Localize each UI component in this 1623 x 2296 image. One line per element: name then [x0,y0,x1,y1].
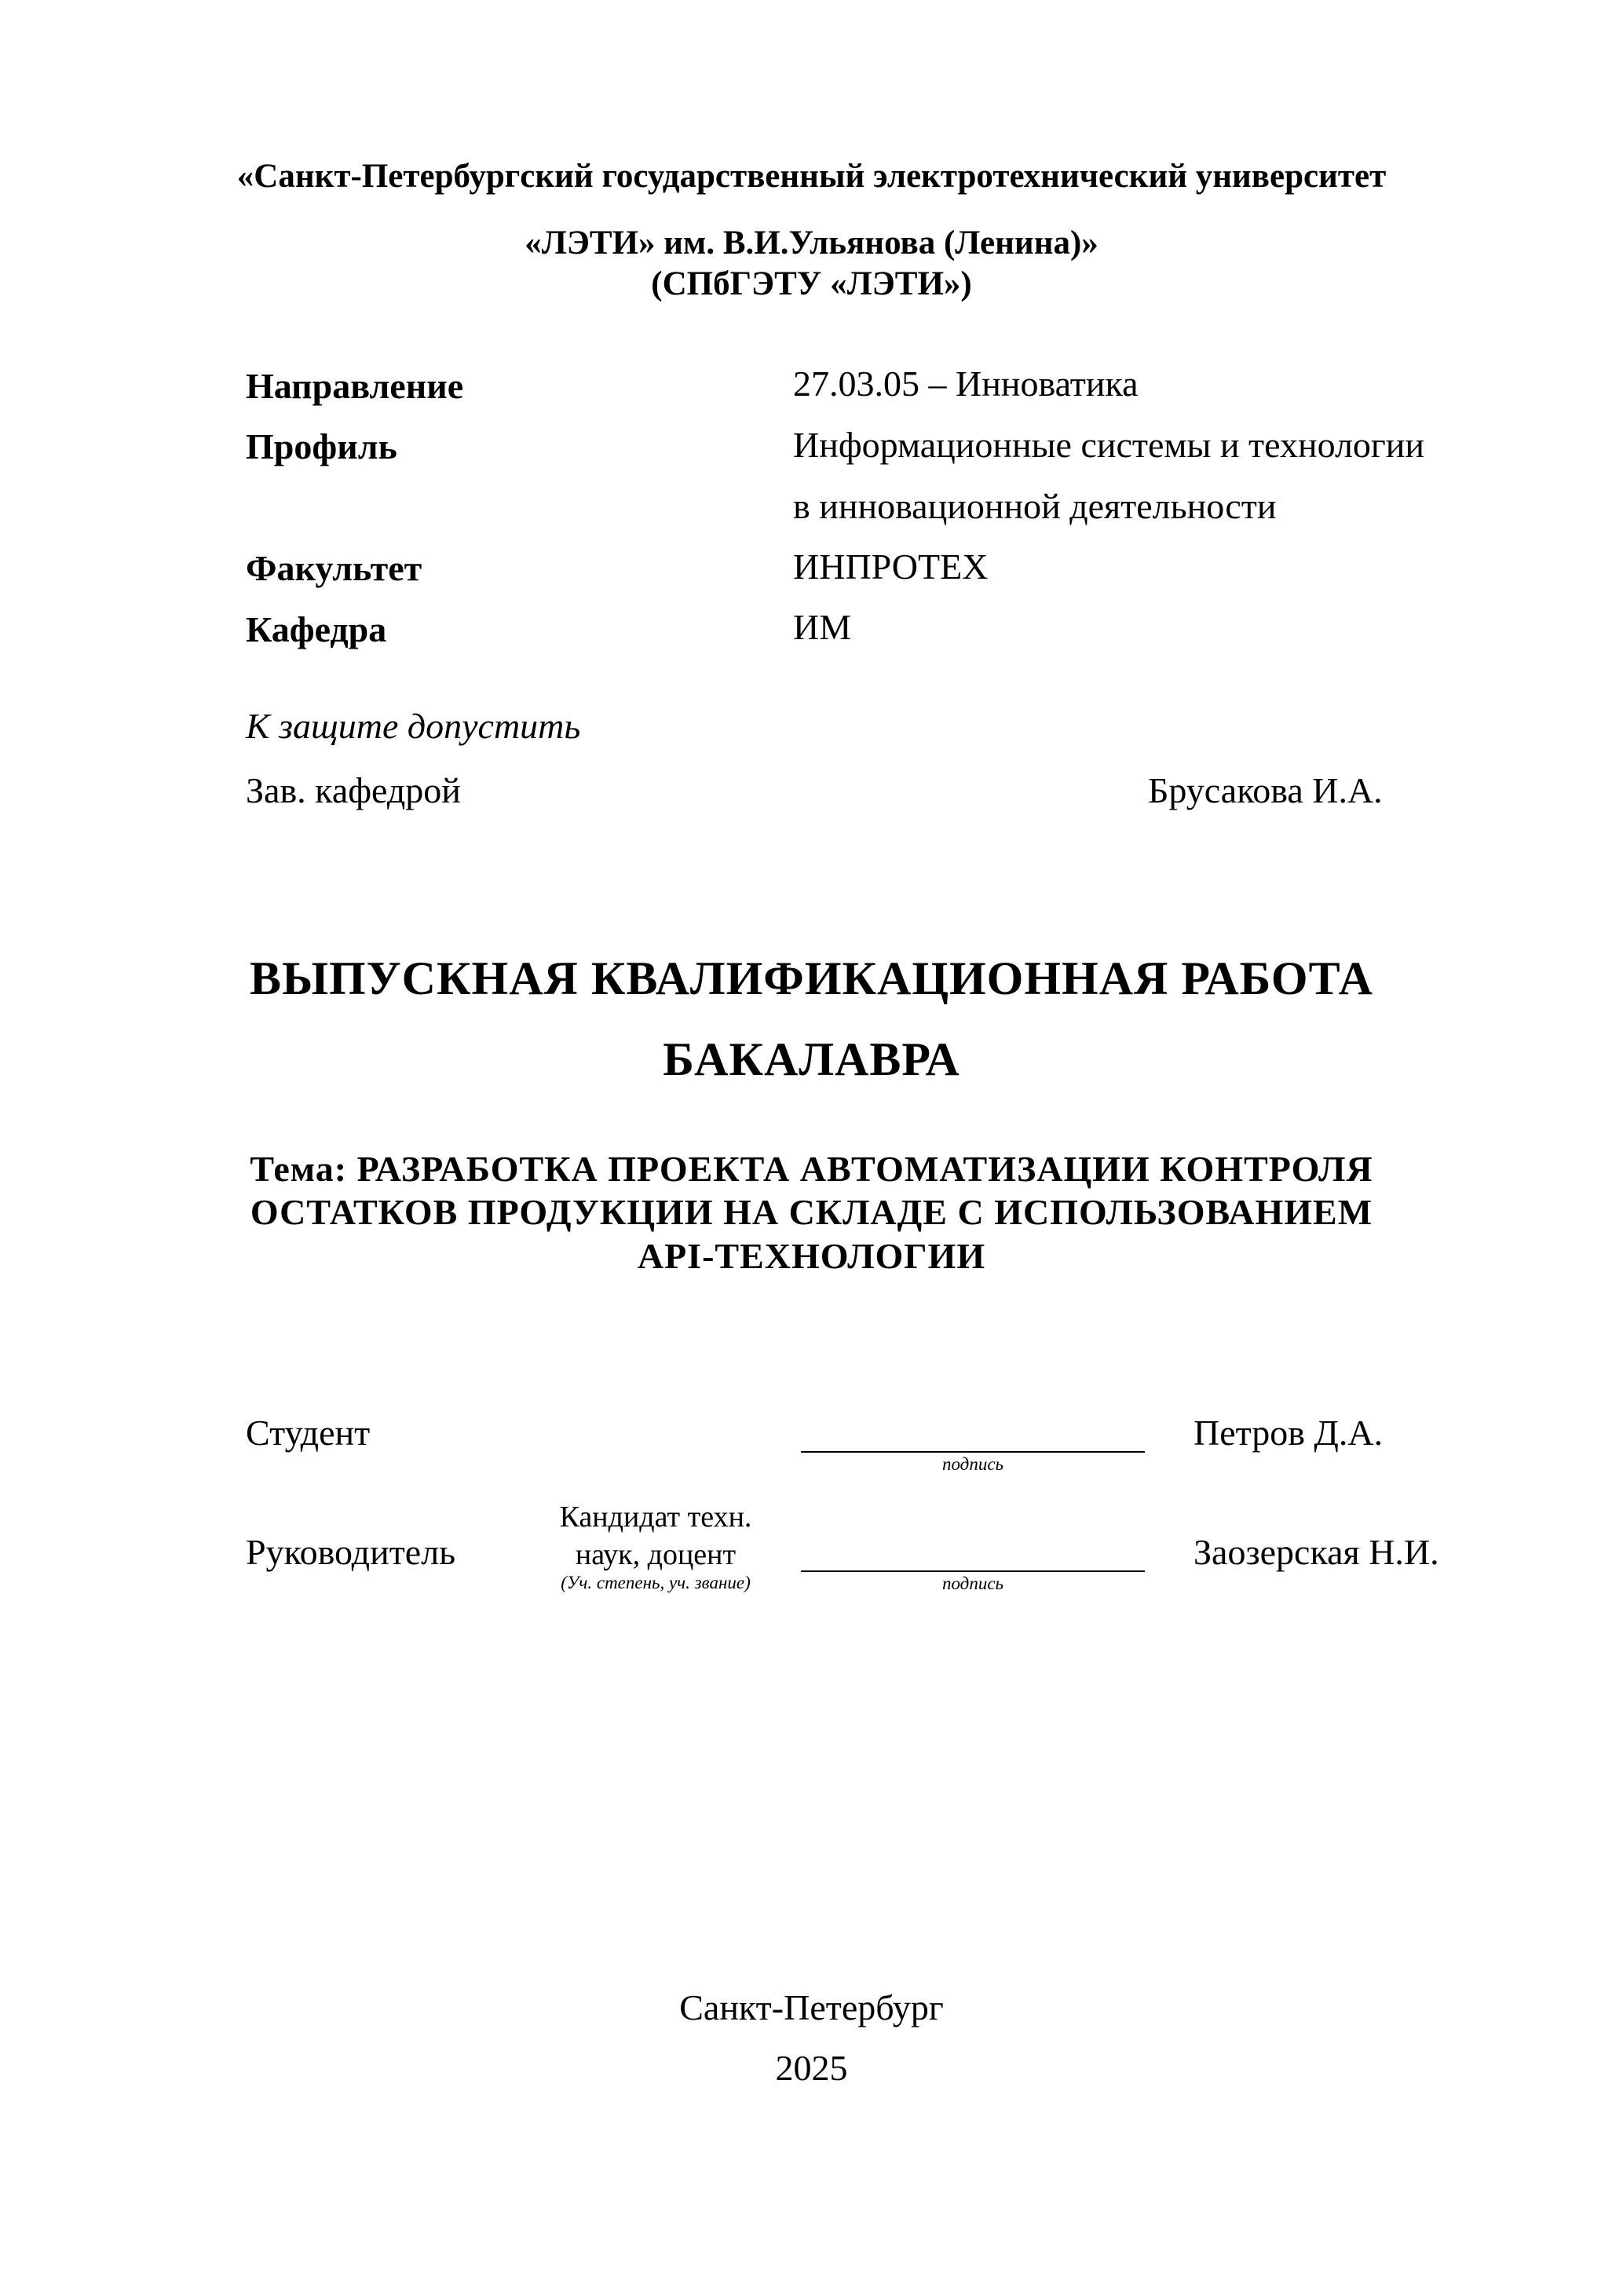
direction-label: Направление [246,366,464,406]
work-title-line-2: БАКАЛАВРА [663,1033,960,1085]
faculty-value: ИНПРОТЕХ [793,547,989,587]
department-value: ИМ [793,607,852,647]
year: 2025 [775,2048,848,2088]
city: Санкт-Петербург [679,1987,944,2027]
direction-value: 27.03.05 – Инноватика [793,364,1139,404]
head-of-department-label: Зав. кафедрой [246,770,461,810]
university-name-line-2: «ЛЭТИ» им. В.И.Ульянова (Ленина)» [525,225,1098,261]
supervisor-signature-line [801,1570,1145,1572]
profile-value-line-1: Информационные системы и технологии [793,425,1425,465]
profile-value-line-2: в инновационной деятельности [793,486,1277,526]
supervisor-degree-line-2: наук, доцент [575,1538,737,1571]
student-label: Студент [246,1413,371,1453]
university-name-line-1: «Санкт-Петербургский государственный электротехнический университет [236,158,1387,195]
department-label: Кафедра [246,609,387,649]
supervisor-signature-caption: подпись [941,1574,1003,1593]
head-of-department-name: Брусакова И.А. [1148,770,1383,810]
admit-to-defense: К защите допустить [246,706,581,746]
student-name: Петров Д.А. [1193,1413,1384,1453]
student-signature-caption: подпись [941,1454,1003,1474]
supervisor-degree-caption: (Уч. степень, уч. звание) [561,1573,751,1592]
faculty-label: Факультет [246,548,422,588]
supervisor-name: Заозерская Н.И. [1193,1532,1439,1572]
topic-line-1: Тема: РАЗРАБОТКА ПРОЕКТА АВТОМАТИЗАЦИИ КОНТРОЛЯ [250,1149,1373,1189]
student-signature-line [801,1451,1145,1453]
work-title-line-1: ВЫПУСКНАЯ КВАЛИФИКАЦИОННАЯ РАБОТА [250,952,1373,1004]
supervisor-label: Руководитель [246,1532,456,1572]
supervisor-degree-line-1: Кандидат техн. [559,1501,752,1534]
topic-line-2: ОСТАТКОВ ПРОДУКЦИИ НА СКЛАДЕ С ИСПОЛЬЗОВАНИЕМ [250,1192,1373,1232]
profile-label: Профиль [246,426,397,466]
university-abbreviation: (СПбГЭТУ «ЛЭТИ») [651,265,972,302]
topic-line-3: API-ТЕХНОЛОГИИ [637,1236,986,1276]
